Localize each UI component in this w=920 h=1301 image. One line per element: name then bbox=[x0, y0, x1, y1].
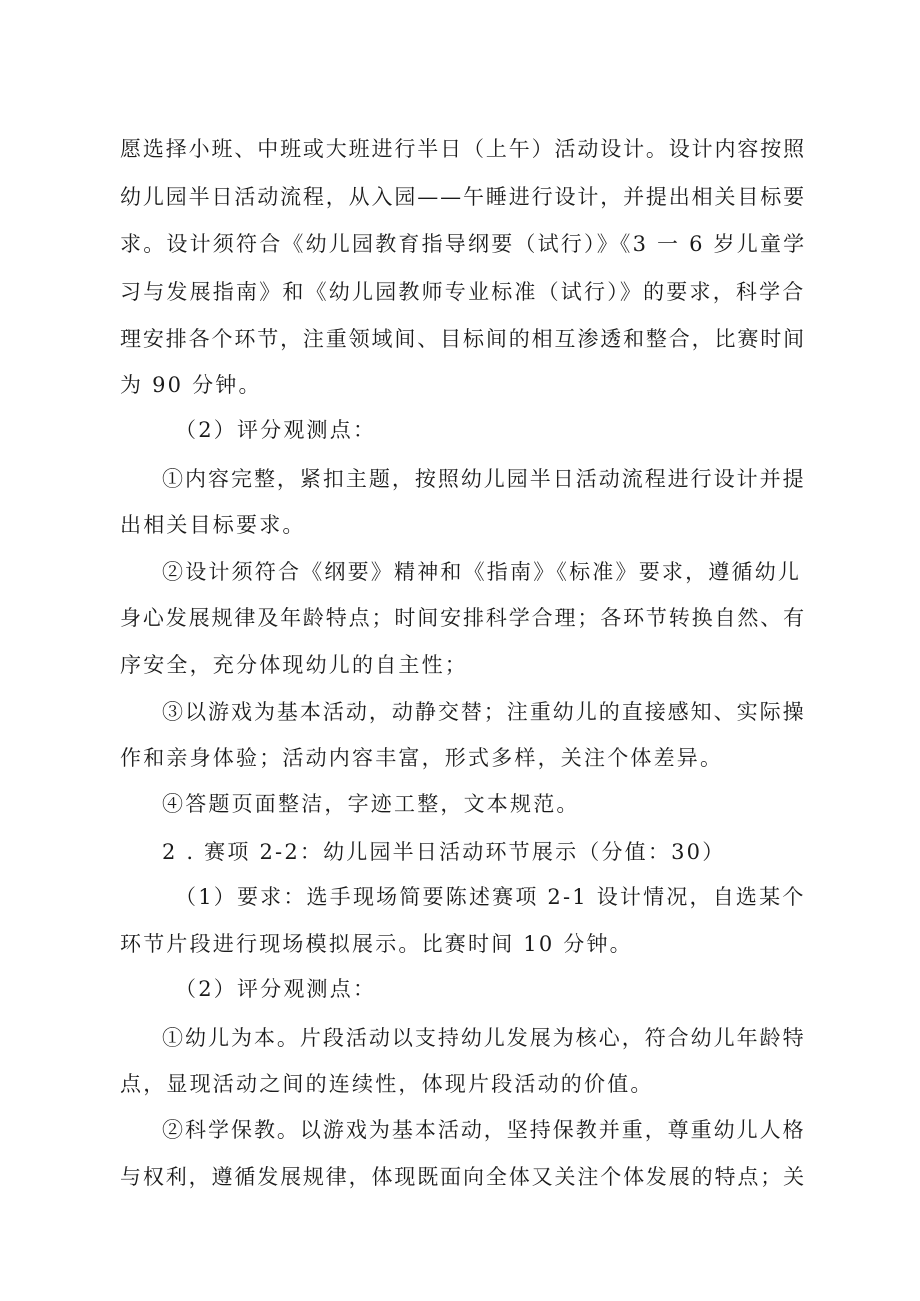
text-line-10: ②设计须符合《纲要》精神和《指南》《标准》要求，遵循幼儿 bbox=[162, 560, 802, 584]
text-line-6: 为 90 分钟。 bbox=[120, 373, 262, 397]
text-line-3: 求。设计须符合《幼儿园教育指导纲要（试行）》《3 一 6 岁儿童学 bbox=[120, 232, 807, 256]
section-heading-scoring-2: （2）评分观测点： bbox=[175, 977, 377, 1001]
text-line-11: 身心发展规律及年龄特点；时间安排科学合理；各环节转换自然、有 bbox=[120, 606, 806, 630]
text-line-21: 点，显现活动之间的连续性，体现片段活动的价值。 bbox=[120, 1072, 654, 1096]
text-line-18: 环节片段进行现场模拟展示。比赛时间 10 分钟。 bbox=[120, 932, 633, 956]
text-line-5: 理安排各个环节，注重领域间、目标间的相互渗透和整合，比赛时间 bbox=[120, 327, 806, 351]
text-line-13: ③以游戏为基本活动，动静交替；注重幼儿的直接感知、实际操 bbox=[162, 700, 806, 724]
text-line-9: 出相关目标要求。 bbox=[120, 513, 306, 537]
text-line-4: 习与发展指南》和《幼儿园教师专业标准（试行）》的要求，科学合 bbox=[120, 280, 806, 304]
text-line-15: ④答题页面整洁，字迹工整，文本规范。 bbox=[162, 792, 580, 816]
text-line-2: 幼儿园半日活动流程，从入园——午睡进行设计，并提出相关目标要 bbox=[120, 185, 806, 209]
section-heading-item-2-2: 2 . 赛项 2-2：幼儿园半日活动环节展示（分值：30） bbox=[162, 840, 726, 864]
text-line-22: ②科学保教。以游戏为基本活动，坚持保教并重，尊重幼儿人格 bbox=[162, 1118, 806, 1142]
text-line-1: 愿选择小班、中班或大班进行半日（上午）活动设计。设计内容按照 bbox=[120, 137, 806, 161]
section-heading-scoring-1: （2）评分观测点： bbox=[175, 418, 377, 442]
text-line-14: 作和亲身体验；活动内容丰富，形式多样，关注个体差异。 bbox=[120, 746, 724, 770]
text-line-8: ①内容完整，紧扣主题，按照幼儿园半日活动流程进行设计并提 bbox=[162, 467, 806, 491]
text-line-20: ①幼儿为本。片段活动以支持幼儿发展为核心，符合幼儿年龄特 bbox=[162, 1026, 806, 1050]
text-line-23: 与权利，遵循发展规律，体现既面向全体又关注个体发展的特点；关 bbox=[120, 1165, 806, 1189]
text-line-12: 序安全，充分体现幼儿的自主性； bbox=[120, 653, 468, 677]
text-line-17: （1）要求：选手现场简要陈述赛项 2-1 设计情况，自选某个 bbox=[175, 885, 806, 909]
